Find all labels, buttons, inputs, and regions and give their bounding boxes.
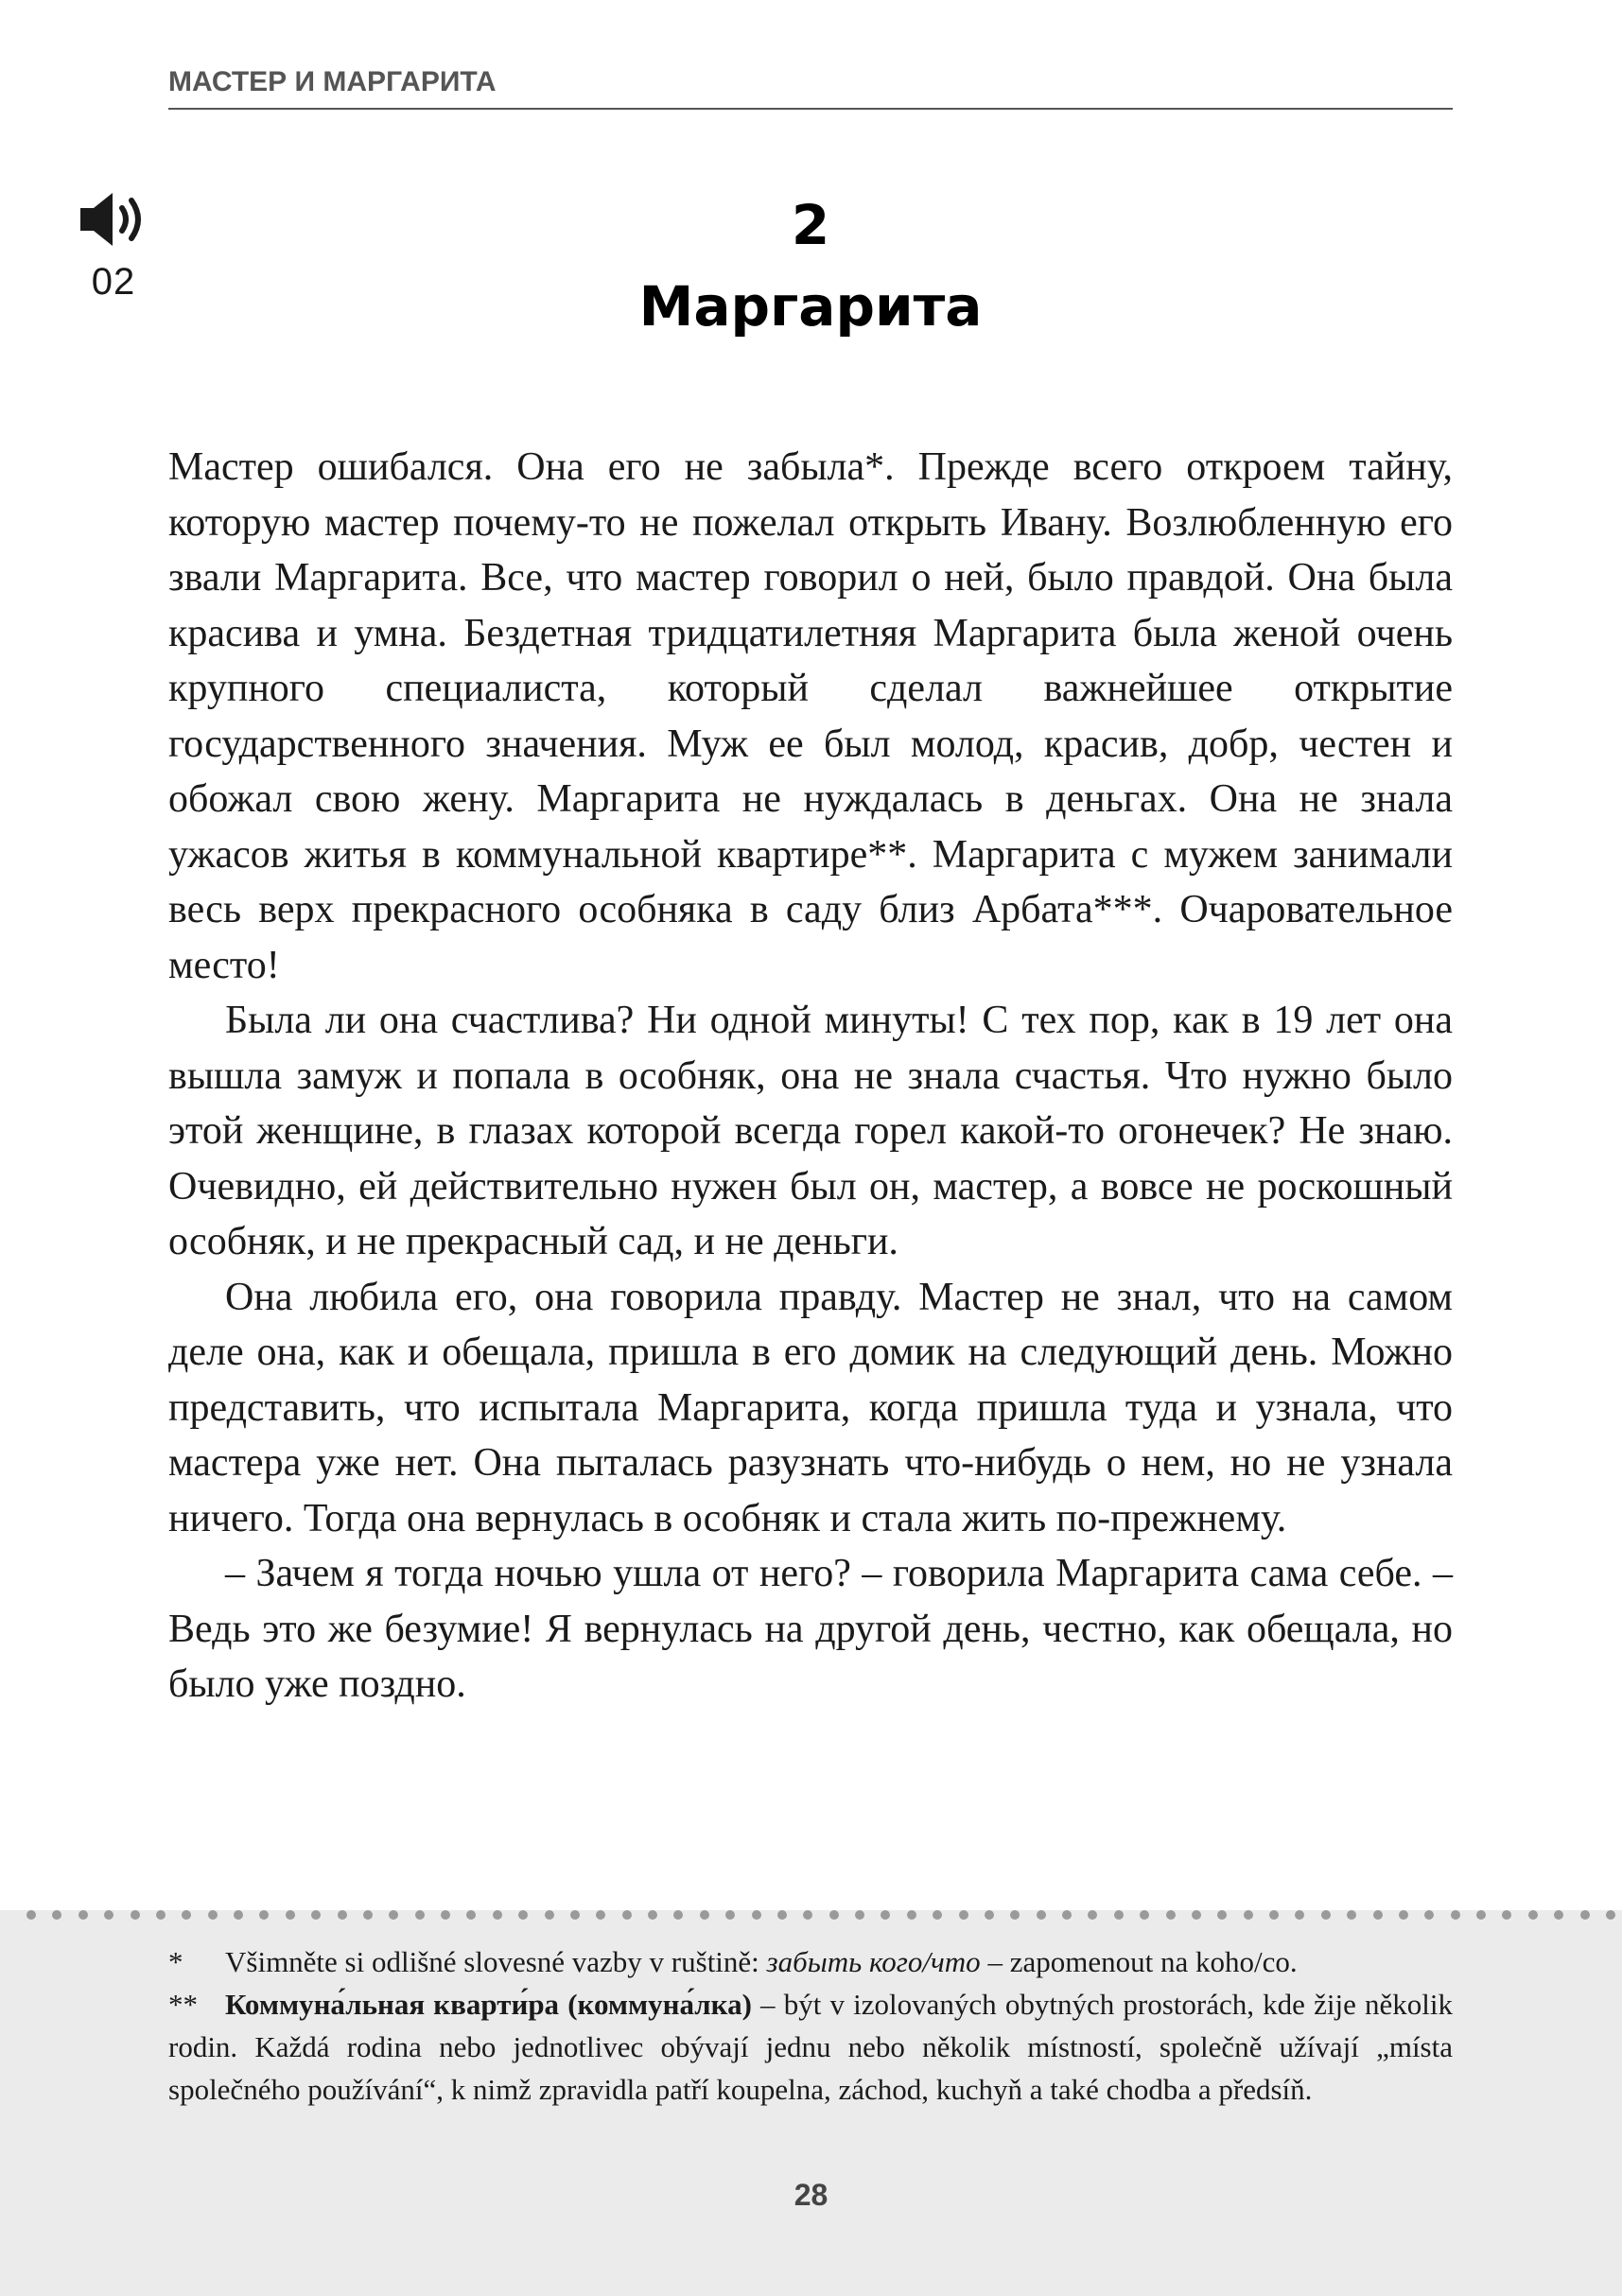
divider-dot (259, 1910, 269, 1920)
divider-dot (1166, 1910, 1176, 1920)
divider-dot (752, 1910, 761, 1920)
divider-dot (673, 1910, 683, 1920)
divider-dot (1088, 1910, 1097, 1920)
divider-dot (933, 1910, 942, 1920)
footnote (168, 1983, 1453, 2111)
divider-dot (363, 1910, 373, 1920)
page-number: 28 (794, 2178, 828, 2212)
divider-dot (1295, 1910, 1304, 1920)
divider-dot (1010, 1910, 1020, 1920)
divider-dot (311, 1910, 321, 1920)
divider-dot (1192, 1910, 1201, 1920)
paragraph: Была ли она счастлива? Ни одной минуты! С тех пор, как в 19 лет она вышла замуж и попала в особняк, она не знала счастья. Что нужно было этой женщине, в глазах которой всегда горел какой-то огонечек? Не знаю. Очевидно, ей действительно нужен был он, мастер, а вовсе не роскошный особняк, и не прекрасный сад, и не деньги. (168, 999, 1453, 1263)
divider-dot (78, 1910, 88, 1920)
paragraph: Мастер ошибался. Она его не забыла*. Прежде всего откроем тайну, которую мастер почему-то не пожелал открыть Ивану. Возлюбленную его звали Маргарита. Все, что мастер говорил о ней, было правдой. Она была красива и умна. Бездетная тридцатилетняя Маргарита была женой очень крупного специалиста, который сделал важнейшее открытие государственного значения. Муж ее был молод, красив, добр, честен и обожал свою жену. Маргарита не нуждалась в деньгах. Она не знала ужасов житья в коммунальной квартире**. Маргарита с мужем занимали весь верх прекрасного особняка в саду близ Арбата***. Очаровательное место! (168, 445, 1453, 987)
divider-dot (1554, 1910, 1563, 1920)
divider-dot (415, 1910, 425, 1920)
divider-dot (1451, 1910, 1460, 1920)
paragraph: Она любила его, она говорила правду. Мастер не знал, что на самом деле она, как и обещала, пришла в его домик на следующий день. Можно представить, что испытала Маргарита, когда пришла туда и узнала, что мастера уже нет. Она пыталась разузнать что-нибудь о нем, но не узнала ничего. Тогда она вернулась в особняк и стала жить по-прежнему. (168, 1275, 1453, 1540)
footnotes (168, 1940, 1453, 2111)
divider-dot (829, 1910, 839, 1920)
footnote-intro: Všimněte si odlišné slovesné vazby v ruštině: (225, 1945, 767, 1978)
divider-dot (1373, 1910, 1383, 1920)
running-title: МАСТЕР И МАРГАРИТА (168, 66, 497, 97)
divider-dot (131, 1910, 140, 1920)
divider-dot (1062, 1910, 1072, 1920)
divider-dot (570, 1910, 580, 1920)
divider-dot (648, 1910, 657, 1920)
divider-dot (1580, 1910, 1590, 1920)
divider-dot (1140, 1910, 1149, 1920)
divider-dot (1217, 1910, 1227, 1920)
divider-dot (596, 1910, 605, 1920)
divider-dot (959, 1910, 968, 1920)
footnote-mark: ** (168, 1988, 198, 2021)
divider-dot (1399, 1910, 1408, 1920)
audio-track-number: 02 (91, 261, 136, 303)
divider-dot (1321, 1910, 1331, 1920)
dotted-divider (26, 1910, 1615, 1922)
body-text (168, 440, 1453, 1713)
divider-dot (1244, 1910, 1253, 1920)
divider-dot (545, 1910, 554, 1920)
divider-dot (182, 1910, 191, 1920)
divider-dot (441, 1910, 450, 1920)
divider-dot (234, 1910, 243, 1920)
divider-dot (493, 1910, 502, 1920)
footnote (168, 1940, 1453, 1983)
paragraph: – Зачем я тогда ночью ушла от него? – говорила Маргарита сама себе. – Ведь это же безумие! Я вернулась на другой день, честно, как обещала, но было уже поздно. (168, 1552, 1453, 1706)
divider-dot (1606, 1910, 1615, 1920)
divider-dot (1269, 1910, 1279, 1920)
chapter-heading (168, 184, 1453, 347)
chapter-title: Маргарита (638, 274, 983, 339)
divider-dot (338, 1910, 347, 1920)
divider-dot (518, 1910, 528, 1920)
divider-dot (985, 1910, 994, 1920)
divider-dot (389, 1910, 398, 1920)
divider-dot (700, 1910, 709, 1920)
divider-dot (286, 1910, 295, 1920)
divider-dot (52, 1910, 61, 1920)
divider-dot (855, 1910, 864, 1920)
chapter-number: 2 (791, 193, 830, 257)
running-header (168, 66, 1453, 110)
footnote-text: – zapomenout na koho/co. (980, 1945, 1298, 1978)
divider-dot (1528, 1910, 1538, 1920)
audio-track-marker[interactable] (76, 189, 151, 304)
divider-dot (803, 1910, 812, 1920)
divider-dot (1476, 1910, 1486, 1920)
divider-dot (1037, 1910, 1046, 1920)
divider-dot (1502, 1910, 1511, 1920)
divider-dot (156, 1910, 166, 1920)
divider-dot (1424, 1910, 1434, 1920)
divider-dot (1347, 1910, 1356, 1920)
divider-dot (466, 1910, 476, 1920)
footnote-mark: * (168, 1945, 183, 1978)
footnote-term: забыть кого/что (766, 1945, 981, 1978)
divider-dot (907, 1910, 916, 1920)
divider-dot (1114, 1910, 1124, 1920)
speaker-icon[interactable] (77, 189, 150, 250)
footnote-text: – být v izolovaných obytných prostorách, kde žije několik rodin. Každá rodina nebo jednotlivec obývají jednu nebo několik místností, společně užívají „místa společného používání“, k nimž zpravidla patří koupelna, záchod, kuchyň a také chodba a předsíň. (168, 1988, 1453, 2106)
divider-dot (26, 1910, 36, 1920)
divider-dot (208, 1910, 218, 1920)
divider-dot (777, 1910, 787, 1920)
divider-dot (725, 1910, 735, 1920)
divider-dot (104, 1910, 113, 1920)
divider-dot (622, 1910, 632, 1920)
footnote-term: Коммуна́льная кварти́ра (коммуна́лка) (225, 1988, 752, 2021)
divider-dot (881, 1910, 890, 1920)
